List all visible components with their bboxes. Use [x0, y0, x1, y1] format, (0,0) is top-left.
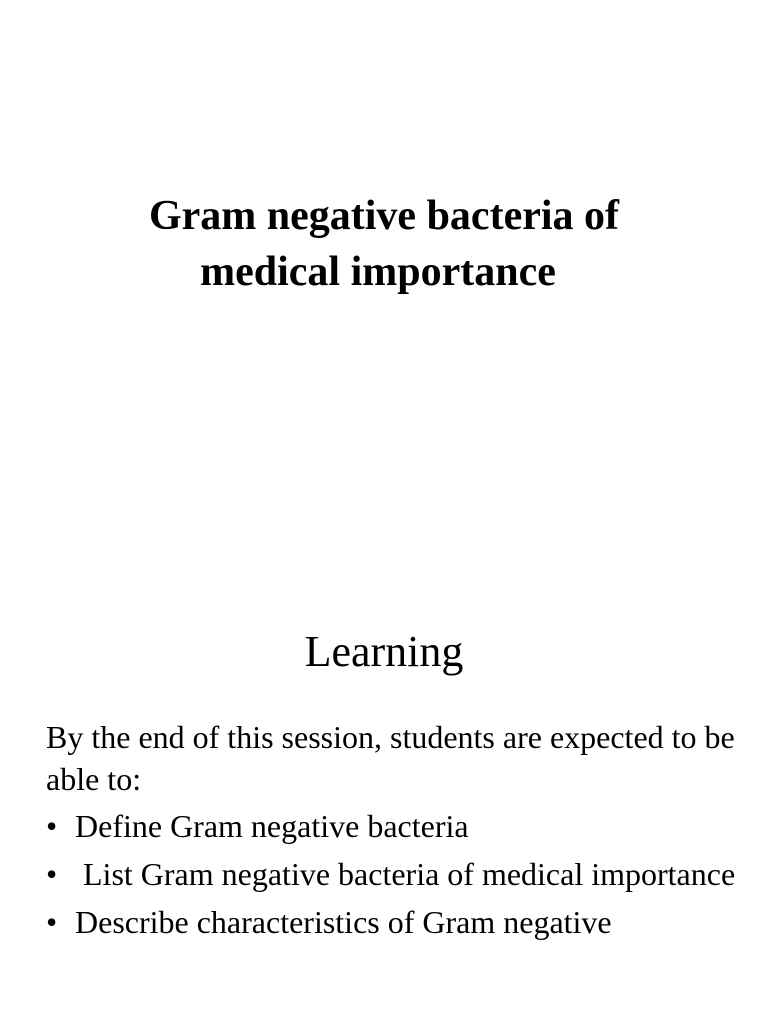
slide-title-line-1: Gram negative bacteria of — [148, 193, 620, 239]
learning-objectives-list — [46, 806, 736, 950]
list-item-text: List Gram negative bacteria of medical importance — [75, 856, 736, 892]
learning-heading: Learning — [304, 627, 464, 676]
bullet-icon: • — [46, 856, 58, 892]
list-item-text: Define Gram negative bacteria — [75, 808, 469, 844]
slide-title — [0, 188, 768, 300]
bullet-icon: • — [46, 904, 58, 940]
list-item — [46, 806, 736, 846]
list-item — [46, 902, 736, 942]
list-item-text: Describe characteristics of Gram negative — [75, 904, 612, 940]
learning-intro: By the end of this session, students are expected to be able to: — [46, 719, 735, 797]
bullet-icon: • — [46, 808, 58, 844]
slide-title-line-2: medical importance — [200, 249, 556, 295]
list-item — [46, 854, 736, 894]
learning-slide — [0, 512, 768, 1024]
